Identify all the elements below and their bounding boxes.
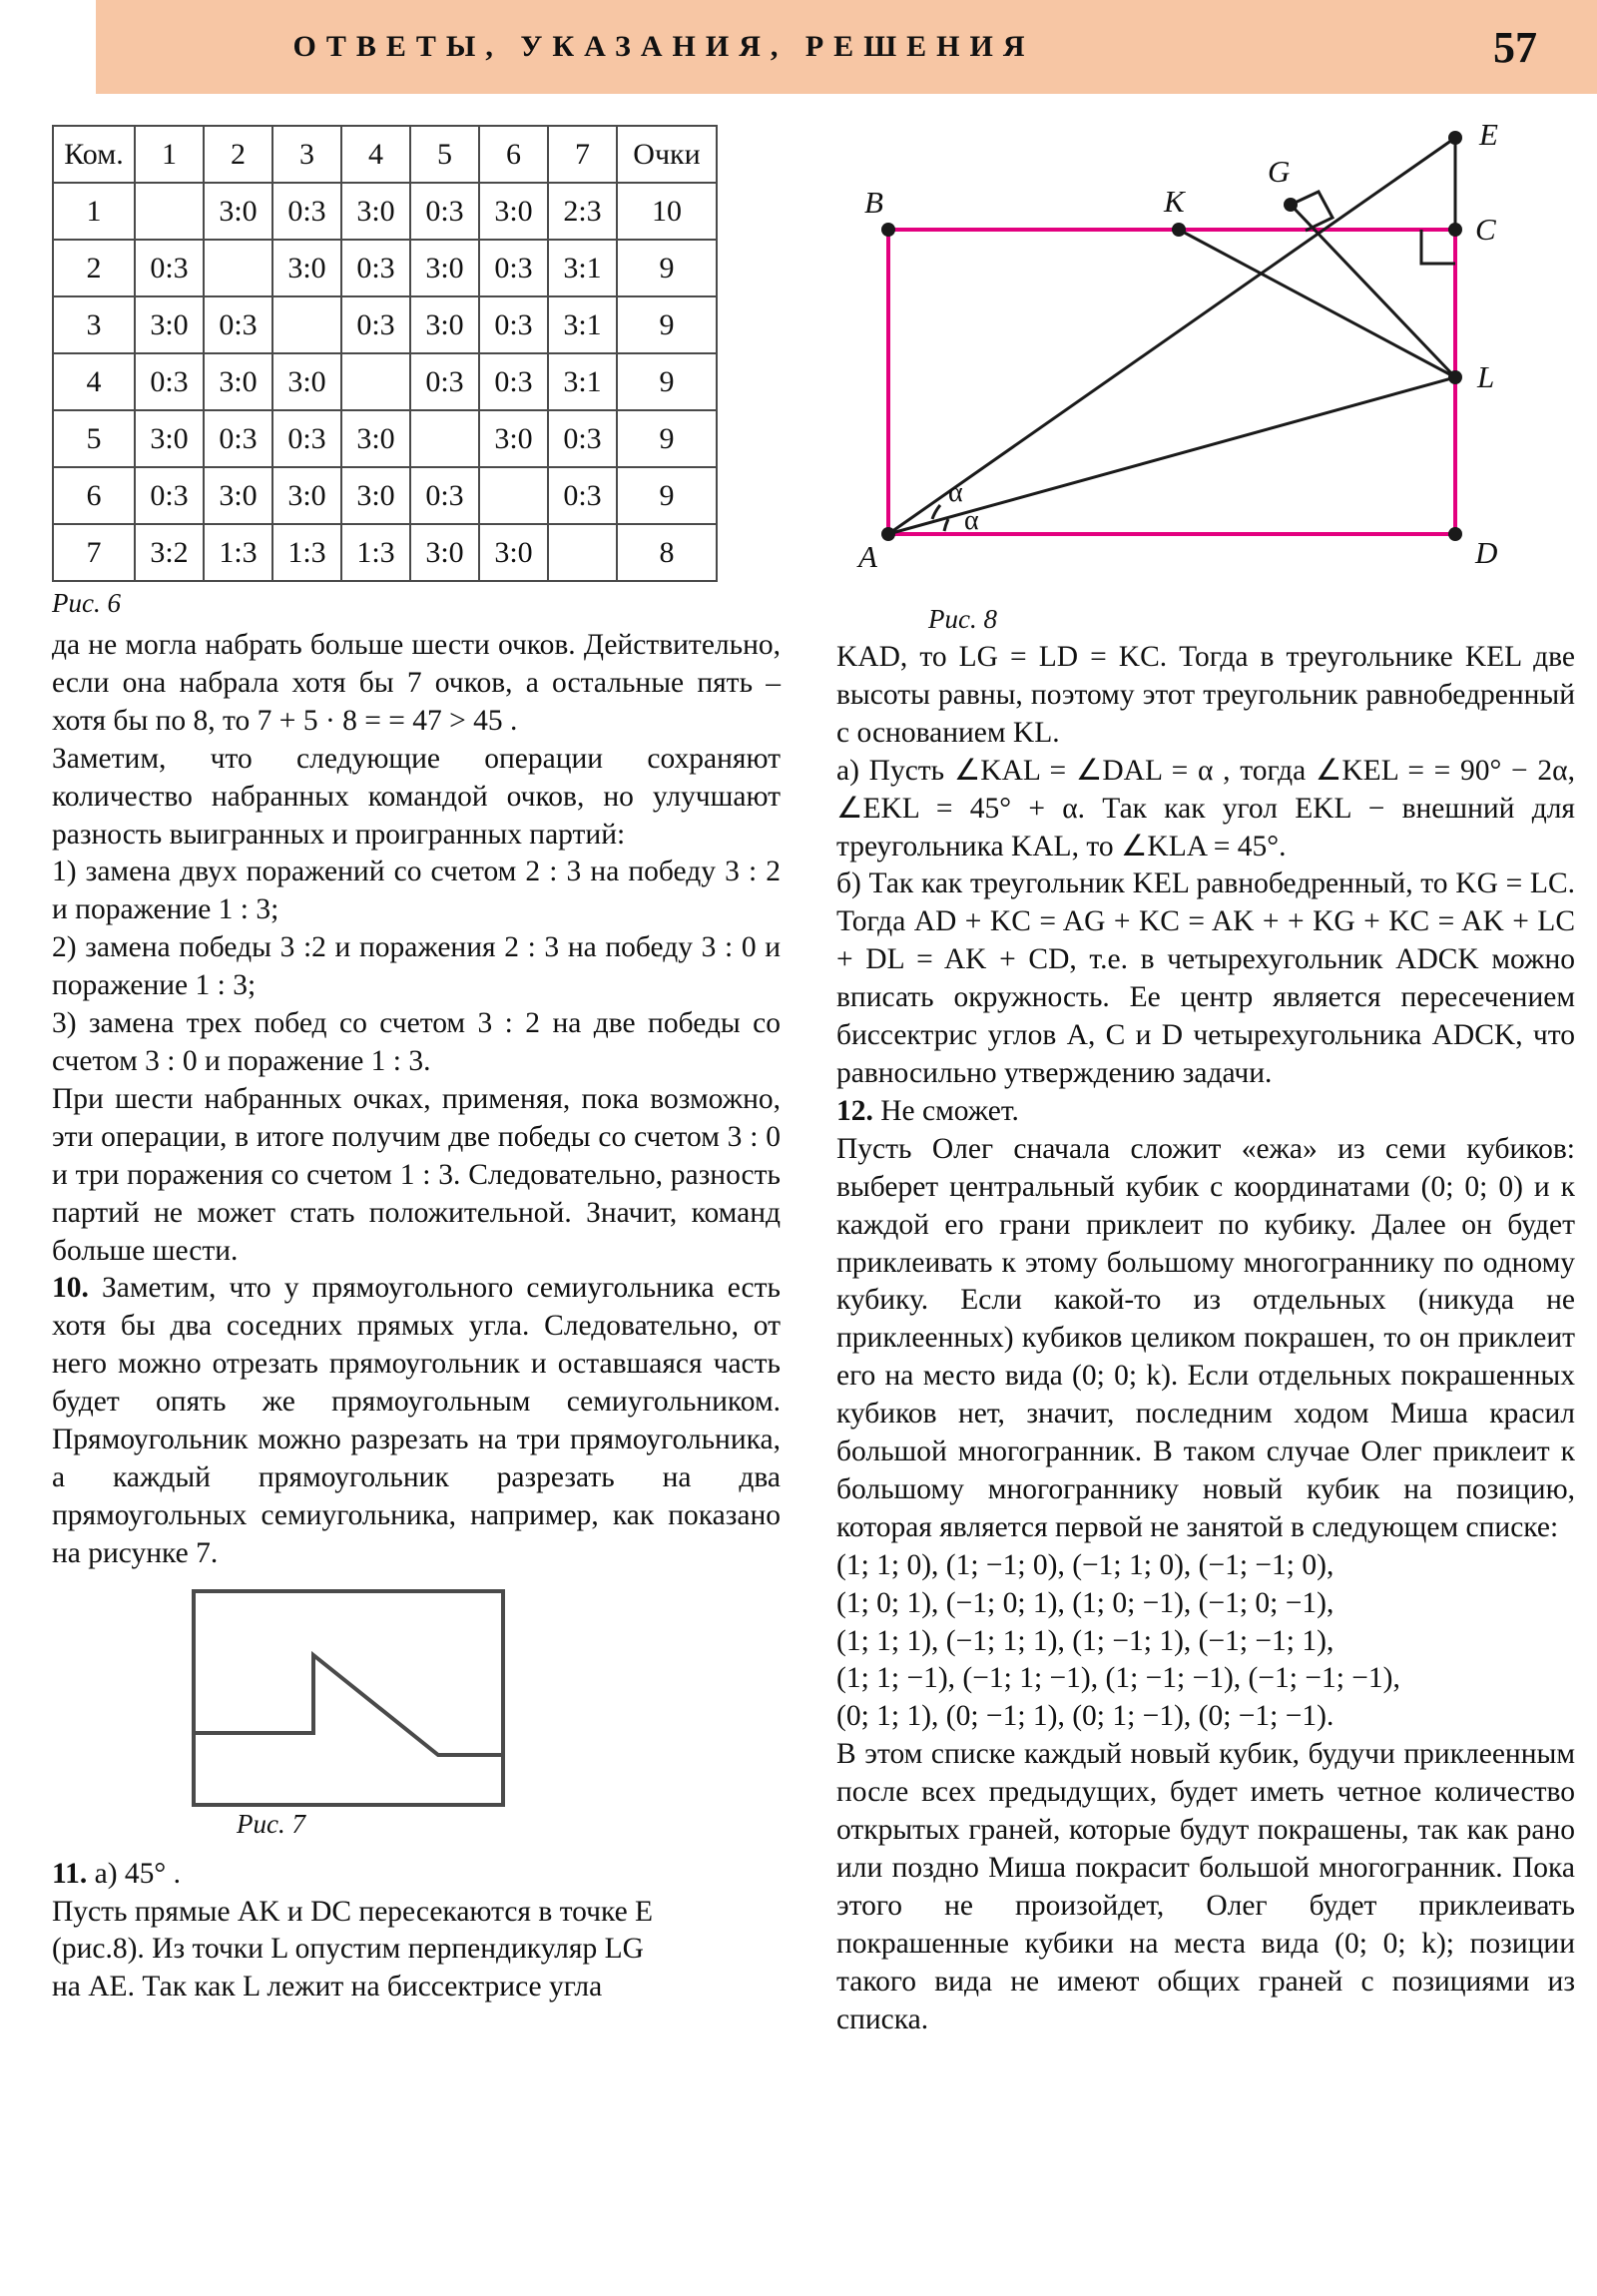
coord-line: (0; 1; 1), (0; −1; 1), (0; 1; −1), (0; −1; −1). (836, 1700, 1334, 1733)
table-cell: 0:3 (341, 240, 410, 296)
table-cell: 3:0 (204, 467, 272, 524)
table-cell: 3:0 (135, 296, 204, 353)
item-10-number: 10. (52, 1272, 89, 1305)
paragraph-continuation: KAD, то LG = LD = KC. Тогда в треугольнике KEL две высоты равны, поэтому этот треугольник равнобедренный с основанием KL. (836, 641, 1575, 749)
table-cell-points: 9 (617, 296, 717, 353)
table-cell: 0:3 (548, 467, 617, 524)
figure8-caption: Рис. 8 (928, 604, 997, 634)
table-cell (548, 524, 617, 581)
table-cell-team: 6 (53, 467, 135, 524)
item-11-line3: на AE. Так как L лежит на биссектрисе угла (52, 1971, 603, 2004)
table-cell-team: 3 (53, 296, 135, 353)
table-cell: 3:0 (272, 353, 341, 410)
table-cell (135, 183, 204, 240)
paragraph-part-b: б) Так как треугольник KEL равнобедренный, то KG = LC. Тогда AD + KC = AG + KC = AK + + KG + KC = AK + LC + DL = AK + CD, т.е. в четырехугольник ADCK можно вписать окружность. Ее центр является пересечением биссектрис углов A, C и D четырехугольника ADCK, что равносильно утверждению задачи. (836, 867, 1575, 1089)
paragraph-part-a: а) Пусть ∠KAL = ∠DAL = α , тогда ∠KEL = = 90° − 2α, ∠EKL = 45° + α. Так как угол EKL − внешний для треугольника KAL, то ∠KLA = 45°. (836, 754, 1575, 862)
figure7-caption: Рис. 7 (237, 1808, 305, 1839)
figure7-svg (52, 1587, 781, 1852)
item-12-paragraph-1: Пусть Олег сначала сложит «ежа» из семи кубиков: выберет центральный кубик с координатами (0; 0; 0) и к каждой его грани приклеит по кубику. Далее он будет приклеивать к этому большому многограннику по одному кубику. Если какой-то из отдельных (никуда не приклеенных) кубиков целиком покрашен, то он приклеит его на место вида (0; 0; k). Если отдельных покрашенных кубиков нет, значит, последним ходом Миша красил большой многогранник. В таком случае Олег приклеит к большому многограннику новый кубик на позицию, которая является первой не занятой в следующем списке: (836, 1132, 1575, 1543)
table-cell (341, 353, 410, 410)
table-header-row (53, 126, 717, 183)
figure8-label-B: B (864, 185, 883, 220)
figure8-label-alpha-2: α (964, 505, 979, 536)
table-cell: 3:0 (410, 240, 479, 296)
table-cell: 3:1 (548, 240, 617, 296)
table-cell-points: 9 (617, 353, 717, 410)
table-cell: 0:3 (341, 296, 410, 353)
item-11 (52, 1856, 781, 1894)
coord-line: (1; 1; −1), (−1; 1; −1), (1; −1; −1), (−1; −1; −1), (836, 1662, 1400, 1695)
table-row (53, 296, 717, 353)
table-cell-points: 8 (617, 524, 717, 581)
table-cell: 3:0 (204, 353, 272, 410)
table-cell-team: 1 (53, 183, 135, 240)
paragraph-conclusion: При шести набранных очках, применяя, пока возможно, эти операции, в итоге получим две победы со счетом 3 : 0 и три поражения со счетом 1 : 3. Следовательно, разность партий не может стать положительной. Значит, команд больше шести. (52, 1082, 781, 1267)
table-cell (410, 410, 479, 467)
item-11-line2: (рис.8). Из точки L опустим перпендикуляр LG (52, 1933, 644, 1966)
table-cell: 3:0 (479, 410, 548, 467)
paragraph-operation-3: 3) замена трех побед со счетом 3 : 2 на две победы со счетом 3 : 0 и поражение 1 : 3. (52, 1007, 781, 1077)
table-cell: 3:0 (479, 183, 548, 240)
table-cell: 0:3 (479, 296, 548, 353)
coord-line: (1; 1; 0), (1; −1; 0), (−1; 1; 0), (−1; −1; 0), (836, 1548, 1334, 1581)
paragraph-operation-2: 2) замена победы 3 :2 и поражения 2 : 3 на победу 3 : 0 и поражение 1 : 3; (52, 931, 781, 1002)
table-cell: 3:0 (135, 410, 204, 467)
table-header-cell: 5 (410, 126, 479, 183)
item-12 (836, 1093, 1575, 1131)
table-header-cell: 7 (548, 126, 617, 183)
figure7 (52, 1587, 781, 1852)
table-cell: 3:0 (410, 524, 479, 581)
table-header-cell: 1 (135, 126, 204, 183)
tournament-table (52, 125, 718, 582)
item-11-line1: Пусть прямые AK и DC пересекаются в точке E (52, 1895, 654, 1928)
figure8-label-G: G (1268, 154, 1291, 189)
item-10 (52, 1270, 781, 1572)
figure8-label-C: C (1475, 212, 1496, 247)
table-cell: 0:3 (548, 410, 617, 467)
table-cell: 3:1 (548, 296, 617, 353)
table-cell: 3:0 (410, 296, 479, 353)
table-cell: 0:3 (479, 353, 548, 410)
table-cell: 0:3 (272, 410, 341, 467)
figure8-label-D: D (1475, 535, 1498, 570)
page-number: 57 (1493, 23, 1537, 72)
table-cell: 3:0 (272, 240, 341, 296)
table-cell: 0:3 (479, 240, 548, 296)
table-cell: 3:0 (341, 183, 410, 240)
item-12-paragraph-2: В этом списке каждый новый кубик, будучи приклеенным после всех предыдущих, будет иметь четное количество открытых граней, которые будут покрашены, так как рано или поздно Миша покрасит большой многогранник. Пока этого не произойдет, Олег будет приклеивать покрашенные кубики на места вида (0; 0; k); позиции такого вида не имеют общих граней с позициями из списка. (836, 1738, 1575, 2035)
table-cell: 3:0 (272, 467, 341, 524)
table-header-cell: Очки (617, 126, 717, 183)
paragraph-intro: да не могла набрать больше шести очков. Действительно, если она набрала хотя бы 7 очков, а остальные пять – хотя бы по 8, то 7 + 5 · 8 = = 47 > 45 . (52, 629, 781, 737)
table-cell-points: 9 (617, 467, 717, 524)
table-cell: 0:3 (272, 183, 341, 240)
figure8-label-L: L (1477, 359, 1495, 394)
paragraph-operation-1: 1) замена двух поражений со счетом 2 : 3 на победу 3 : 2 и поражение 1 : 3; (52, 856, 781, 926)
table-cell-team: 4 (53, 353, 135, 410)
table-cell: 0:3 (204, 296, 272, 353)
right-column (836, 120, 1575, 2039)
table-cell: 0:3 (204, 410, 272, 467)
table-header-cell: 4 (341, 126, 410, 183)
table-cell: 1:3 (204, 524, 272, 581)
table-cell: 0:3 (135, 467, 204, 524)
table-row (53, 524, 717, 581)
coord-line: (1; 0; 1), (−1; 0; 1), (1; 0; −1), (−1; 0; −1), (836, 1586, 1334, 1619)
figure6-caption: Рис. 6 (52, 588, 121, 618)
table-cell: 0:3 (410, 467, 479, 524)
table-cell (272, 296, 341, 353)
table-cell-team: 7 (53, 524, 135, 581)
table-header-cell: 6 (479, 126, 548, 183)
table-cell: 3:0 (341, 410, 410, 467)
table-cell: 0:3 (135, 240, 204, 296)
figure8-svg (836, 120, 1575, 639)
table-cell: 0:3 (410, 183, 479, 240)
table-cell: 0:3 (135, 353, 204, 410)
item-10-text: Заметим, что у прямоугольного семиугольника есть хотя бы два соседних прямых угла. Следовательно, от него можно отрезать прямоугольник и оставшаяся часть будет опять же прямоугольным семиугольником. Прямоугольник можно разрезать на три прямоугольника, а каждый прямоугольник разрезать на два прямоугольных семиугольника, например, как показано на рисунке 7. (52, 1272, 781, 1569)
table-header-cell: 2 (204, 126, 272, 183)
table-cell: 3:0 (204, 183, 272, 240)
table-cell-points: 10 (617, 183, 717, 240)
figure8 (836, 120, 1575, 639)
table-cell: 0:3 (410, 353, 479, 410)
table-row (53, 353, 717, 410)
figure8-label-alpha-1: α (948, 477, 963, 508)
table-row (53, 410, 717, 467)
left-column (52, 120, 781, 2007)
table-cell: 3:0 (479, 524, 548, 581)
table-cell-team: 5 (53, 410, 135, 467)
item-11-answer: а) 45° . (94, 1857, 181, 1890)
table-cell: 1:3 (272, 524, 341, 581)
table-row (53, 467, 717, 524)
table-cell: 3:2 (135, 524, 204, 581)
table-cell (479, 467, 548, 524)
coord-line: (1; 1; 1), (−1; 1; 1), (1; −1; 1), (−1; −1; 1), (836, 1624, 1334, 1657)
table-cell-points: 9 (617, 410, 717, 467)
page-title: ОТВЕТЫ, УКАЗАНИЯ, РЕШЕНИЯ (292, 30, 1035, 63)
figure8-label-K: K (1164, 184, 1185, 219)
table-cell-team: 2 (53, 240, 135, 296)
figure8-label-A: A (858, 539, 877, 574)
paragraph-operations-intro: Заметим, что следующие операции сохраняют количество набранных командой очков, но улучшают разность выигранных и проигранных партий: (52, 742, 781, 851)
table-row (53, 240, 717, 296)
table-cell: 3:0 (341, 467, 410, 524)
table-cell-points: 9 (617, 240, 717, 296)
figure8-label-E: E (1479, 120, 1498, 152)
table-cell: 1:3 (341, 524, 410, 581)
table-header-cell: 3 (272, 126, 341, 183)
table-row (53, 183, 717, 240)
table-cell (204, 240, 272, 296)
table-cell: 3:1 (548, 353, 617, 410)
table-cell: 2:3 (548, 183, 617, 240)
item-11-number: 11. (52, 1857, 88, 1890)
item-12-answer: Не сможет. (880, 1094, 1019, 1127)
item-12-number: 12. (836, 1094, 873, 1127)
table-header-cell: Ком. (53, 126, 135, 183)
